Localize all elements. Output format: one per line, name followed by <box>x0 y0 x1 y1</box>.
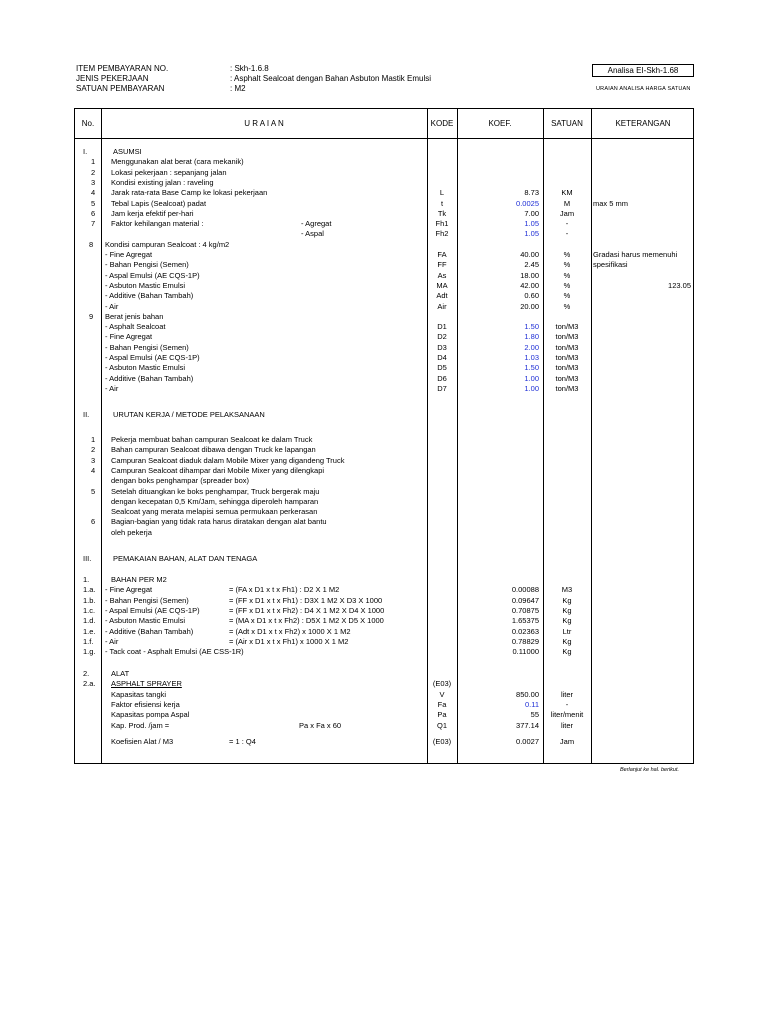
row-satuan <box>543 240 591 250</box>
material-formula: = (FF x D1 x t x Fh1) : D3X 1 M2 X D3 X 1000 <box>229 595 383 605</box>
material-name: - Additive (Bahan Tambah) <box>105 626 194 636</box>
row-no: 5 <box>91 198 96 208</box>
row-satuan <box>543 168 591 178</box>
row-koef: 1.50 <box>524 363 539 373</box>
section-title: ASUMSI <box>113 147 142 156</box>
row-koef: 377.14 <box>516 720 539 730</box>
row-no: 5 <box>91 486 96 496</box>
row-koef: 0.78829 <box>511 636 539 646</box>
row-koef: 1.05 <box>524 229 539 239</box>
row-koef: 1.00 <box>524 383 539 393</box>
row-koef: 42.00 <box>520 280 539 290</box>
row-uraian: Faktor kehilangan material : <box>111 219 204 229</box>
row-satuan: % <box>563 260 571 270</box>
row-koef: 850.00 <box>516 689 539 699</box>
material-formula: = (MA x D1 x t x Fh2) : D5X 1 M2 X D5 X 1000 <box>229 616 384 626</box>
row-no: 6 <box>91 208 96 218</box>
item-label: ITEM PEMBAYARAN NO. <box>76 64 169 73</box>
row-koef: 2.00 <box>524 342 539 352</box>
row-koef: 0.11000 <box>512 647 539 657</box>
row-koef <box>457 240 539 250</box>
row-uraian: - Asbuton Mastic Emulsi <box>105 280 186 290</box>
row-koef: 0.60 <box>524 291 539 301</box>
analysis-table <box>74 108 694 764</box>
row-koef: 0.09647 <box>511 595 539 605</box>
col-satuan: SATUAN <box>551 119 583 128</box>
row-kode: D7 <box>437 383 447 393</box>
row-no: 1.b. <box>83 595 96 605</box>
row-uraian: Lokasi pekerjaan : sepanjang jalan <box>111 167 227 177</box>
table-header <box>75 109 693 139</box>
equipment-param: Kapasitas tangki <box>111 689 167 699</box>
row-no: 1 <box>91 435 96 444</box>
row-kode <box>427 157 457 167</box>
row-no: 6 <box>91 517 96 527</box>
step-text: oleh pekerja <box>111 527 152 537</box>
koefisien-formula: = 1 : Q4 <box>229 736 256 746</box>
row-satuan: Kg <box>562 616 572 626</box>
row-no: 1.c. <box>83 605 96 615</box>
row-kode <box>427 312 457 322</box>
row-keterangan: Gradasi harus memenuhi <box>593 250 678 259</box>
row-no: 1.e. <box>83 626 96 636</box>
row-koef: 1.80 <box>524 332 539 342</box>
row-satuan: Kg <box>562 605 572 615</box>
step-text: Setelah dituangkan ke boks penghampar, Truck bergerak maju <box>111 486 320 496</box>
row-satuan <box>543 157 591 167</box>
row-koef: 0.0025 <box>516 198 539 208</box>
row-koef: 0.11 <box>524 699 539 709</box>
row-kode <box>427 178 457 188</box>
row-kode: D2 <box>437 332 447 342</box>
row-satuan: Ltr <box>562 626 572 636</box>
row-kode: FF <box>437 260 447 270</box>
row-satuan: Kg <box>562 647 572 657</box>
jenis-label: JENIS PEKERJAAN <box>76 74 149 83</box>
divider <box>591 109 592 763</box>
row-kode: Fh2 <box>435 229 449 239</box>
equipment-param: Kap. Prod. /jam = <box>111 720 170 730</box>
row-uraian: - Bahan Pengisi (Semen) <box>105 260 189 270</box>
col-keterangan: KETERANGAN <box>615 119 671 128</box>
material-formula: = (FA x D1 x t x Fh1) : D2 X 1 M2 <box>229 585 340 595</box>
row-kode: MA <box>436 280 448 290</box>
row-koef <box>457 178 539 188</box>
equipment-param: Faktor efisiensi kerja <box>111 699 180 709</box>
row-koef: 55 <box>530 710 539 720</box>
subsection-title: BAHAN PER M2 <box>111 575 167 584</box>
satuan-value: : M2 <box>230 84 246 93</box>
row-satuan: ton/M3 <box>555 353 579 362</box>
row-no: 2.a. <box>83 679 96 689</box>
row-kode: t <box>440 198 444 208</box>
row-satuan: % <box>563 270 571 280</box>
step-text: Sealcoat yang merata melapisi semua permukaan perkerasan <box>111 507 318 517</box>
material-formula: = (FF x D1 x t x Fh2) : D4 X 1 M2 X D4 X 1000 <box>229 605 385 615</box>
step-text: Campuran Sealcoat diaduk dalam Mobile Mixer yang digandeng Truck <box>111 455 345 465</box>
row-keterangan: spesifikasi <box>593 260 628 270</box>
row-uraian: Menggunakan alat berat (cara mekanik) <box>111 157 244 167</box>
row-no: 1.d. <box>83 616 96 626</box>
section-no: III. <box>83 554 92 563</box>
row-uraian: - Aspal Emulsi (AE CQS-1P) <box>105 270 200 280</box>
col-kode: KODE <box>430 119 454 128</box>
material-name: - Fine Agregat <box>105 585 153 595</box>
row-koef: 0.0027 <box>516 736 539 746</box>
row-satuan <box>543 178 591 188</box>
step-text: dengan boks penghampar (spreader box) <box>111 476 250 486</box>
uraian-analisa-label: URAIAN ANALISA HARGA SATUAN <box>596 86 691 92</box>
divider <box>101 109 102 763</box>
row-uraian: - Asbuton Mastic Emulsi <box>105 363 186 373</box>
jenis-value: : Asphalt Sealcoat dengan Bahan Asbuton Mastik Emulsi <box>230 74 432 83</box>
item-value: : Skh-1.6.8 <box>230 64 269 73</box>
row-no: 4 <box>91 465 96 475</box>
row-no: 3 <box>91 455 96 465</box>
row-uraian: Berat jenis bahan <box>105 311 164 321</box>
row-uraian: - Air <box>105 301 119 311</box>
row-satuan: M <box>563 198 571 208</box>
row-sub: - Agregat <box>301 219 332 229</box>
row-no: 4 <box>91 188 96 198</box>
row-uraian: - Aspal Emulsi (AE CQS-1P) <box>105 353 200 362</box>
row-koef: 8.73 <box>524 188 539 198</box>
equipment-name: ASPHALT SPRAYER <box>111 679 182 689</box>
row-koef: 0.70875 <box>511 605 539 615</box>
row-no: 3 <box>91 177 96 187</box>
row-no: 1.a. <box>83 585 96 595</box>
row-satuan: liter <box>560 720 574 730</box>
row-kode: Q1 <box>436 720 447 730</box>
row-satuan: Jam <box>559 736 575 746</box>
row-uraian: Kondisi existing jalan : raveling <box>111 177 214 187</box>
row-koef <box>457 312 539 322</box>
row-uraian: - Fine Agregat <box>105 250 153 259</box>
row-no: 9 <box>89 311 94 321</box>
row-sub: - Aspal <box>301 229 324 239</box>
row-kode: V <box>439 689 445 699</box>
step-text: dengan kecepatan 0,5 Km/Jam, sehingga diperoleh hamparan <box>111 496 319 506</box>
section-no: II. <box>83 410 90 419</box>
row-kode <box>427 240 457 250</box>
equipment-param: Kapasitas pompa Aspal <box>111 710 190 720</box>
row-satuan: % <box>563 280 571 290</box>
subsection-title: ALAT <box>111 669 130 678</box>
row-uraian: Tebal Lapis (Sealcoat) padat <box>111 198 207 208</box>
footer-note: Berlanjut ke hal. berikut. <box>620 767 680 773</box>
row-kode: Tk <box>437 208 447 218</box>
step-text: Campuran Sealcoat dihampar dari Mobile Mixer yang dilengkapi <box>111 465 325 475</box>
step-text: Pekerja membuat bahan campuran Sealcoat ke dalam Truck <box>111 435 313 444</box>
row-uraian: Kondisi campuran Sealcoat : 4 kg/m2 <box>105 239 230 249</box>
row-uraian: Jarak rata-rata Base Camp ke lokasi pekerjaan <box>111 188 268 198</box>
row-koef: 0.00088 <box>511 585 539 595</box>
row-no: 1.g. <box>83 647 96 657</box>
step-text: Bahan campuran Sealcoat dibawa dengan Truck ke lapangan <box>111 445 316 455</box>
row-kode: D6 <box>437 373 447 383</box>
row-satuan: ton/M3 <box>555 383 579 393</box>
row-satuan: KM <box>561 188 573 198</box>
row-satuan: Kg <box>562 595 572 605</box>
koefisien-label: Koefisien Alat / M3 <box>111 736 174 746</box>
row-satuan: % <box>563 301 571 311</box>
row-kode <box>427 168 457 178</box>
row-kode: D1 <box>437 322 447 332</box>
row-koef: 1.03 <box>524 353 539 362</box>
row-keterangan-value: 123.05 <box>668 280 691 290</box>
row-koef: 1.05 <box>524 219 539 229</box>
row-no: I. <box>83 147 88 156</box>
row-no: 1. <box>83 575 90 584</box>
row-uraian: - Additive (Bahan Tambah) <box>105 373 194 383</box>
row-satuan: - <box>565 699 569 709</box>
row-satuan: ton/M3 <box>555 363 579 373</box>
row-koef: 18.00 <box>520 270 539 280</box>
row-koef: 2.45 <box>524 260 539 270</box>
row-kode: D3 <box>437 342 447 352</box>
material-name: - Asbuton Mastic Emulsi <box>105 616 186 626</box>
row-uraian: Jam kerja efektif per-hari <box>111 208 194 218</box>
material-formula: = (Air x D1 x t x Fh1) x 1000 X 1 M2 <box>229 636 349 646</box>
material-name: - Aspal Emulsi (AE CQS-1P) <box>105 605 200 615</box>
row-satuan: ton/M3 <box>555 332 579 342</box>
row-kode: (E03) <box>432 679 452 689</box>
col-no: No. <box>81 119 95 128</box>
col-uraian: U R A I A N <box>244 119 284 128</box>
row-koef: 1.50 <box>524 322 539 332</box>
row-koef: 0.02363 <box>511 626 539 636</box>
row-uraian: - Additive (Bahan Tambah) <box>105 291 194 301</box>
equipment-formula: Pa x Fa x 60 <box>299 720 342 730</box>
row-satuan: liter <box>560 689 574 699</box>
section-title: PEMAKAIAN BAHAN, ALAT DAN TENAGA <box>113 554 258 563</box>
row-koef <box>457 157 539 167</box>
row-satuan: Jam <box>559 208 575 218</box>
col-koef: KOEF. <box>488 119 512 128</box>
row-kode: L <box>439 188 445 198</box>
satuan-label: SATUAN PEMBAYARAN <box>76 84 165 93</box>
row-satuan: liter/menit <box>550 710 584 720</box>
row-kode: Air <box>437 301 447 311</box>
row-no: 2 <box>91 167 96 177</box>
row-satuan: - <box>565 229 569 239</box>
row-satuan: ton/M3 <box>555 322 579 332</box>
row-kode: Fh1 <box>435 219 449 229</box>
row-satuan: % <box>563 291 571 301</box>
row-no: 1.f. <box>83 636 94 646</box>
row-uraian: - Bahan Pengisi (Semen) <box>105 342 189 352</box>
analisa-code-box: Analisa EI-Skh-1.68 <box>592 64 694 77</box>
row-koef <box>457 168 539 178</box>
row-no: 8 <box>89 239 94 249</box>
row-uraian: - Fine Agregat <box>105 332 153 342</box>
row-kode: As <box>437 270 447 280</box>
row-koef: 1.65375 <box>511 616 539 626</box>
row-uraian: - Asphalt Sealcoat <box>105 322 166 332</box>
row-no: 2. <box>83 669 90 678</box>
row-kode: Pa <box>437 710 447 720</box>
row-no: 7 <box>91 219 96 229</box>
material-name: - Bahan Pengisi (Semen) <box>105 595 189 605</box>
row-no: 1 <box>91 157 96 167</box>
row-kode: FA <box>437 250 447 259</box>
section-title: URUTAN KERJA / METODE PELAKSANAAN <box>113 410 265 419</box>
row-kode: D4 <box>437 353 447 362</box>
row-koef: 1.00 <box>524 373 539 383</box>
row-satuan: - <box>565 219 569 229</box>
material-formula: = (Adt x D1 x t x Fh2) x 1000 X 1 M2 <box>229 626 351 636</box>
row-kode: D5 <box>437 363 447 373</box>
row-koef: 40.00 <box>520 250 539 259</box>
row-kode: Adt <box>436 291 448 301</box>
row-keterangan: max 5 mm <box>593 198 629 208</box>
row-satuan: ton/M3 <box>555 373 579 383</box>
row-satuan: % <box>563 250 571 259</box>
material-name: - Air <box>105 636 119 646</box>
material-name: - Tack coat - Asphalt Emulsi (AE CSS-1R) <box>105 647 244 657</box>
row-kode: (E03) <box>432 736 452 746</box>
row-uraian: - Air <box>105 383 119 393</box>
row-kode: Fa <box>437 699 447 709</box>
row-satuan: ton/M3 <box>555 342 579 352</box>
row-satuan: M3 <box>561 585 573 595</box>
row-satuan <box>543 312 591 322</box>
row-koef: 20.00 <box>520 301 539 311</box>
row-koef: 7.00 <box>524 208 539 218</box>
row-no: 2 <box>91 445 96 455</box>
step-text: Bagian-bagian yang tidak rata harus diratakan dengan alat bantu <box>111 517 327 527</box>
row-satuan: Kg <box>562 636 572 646</box>
